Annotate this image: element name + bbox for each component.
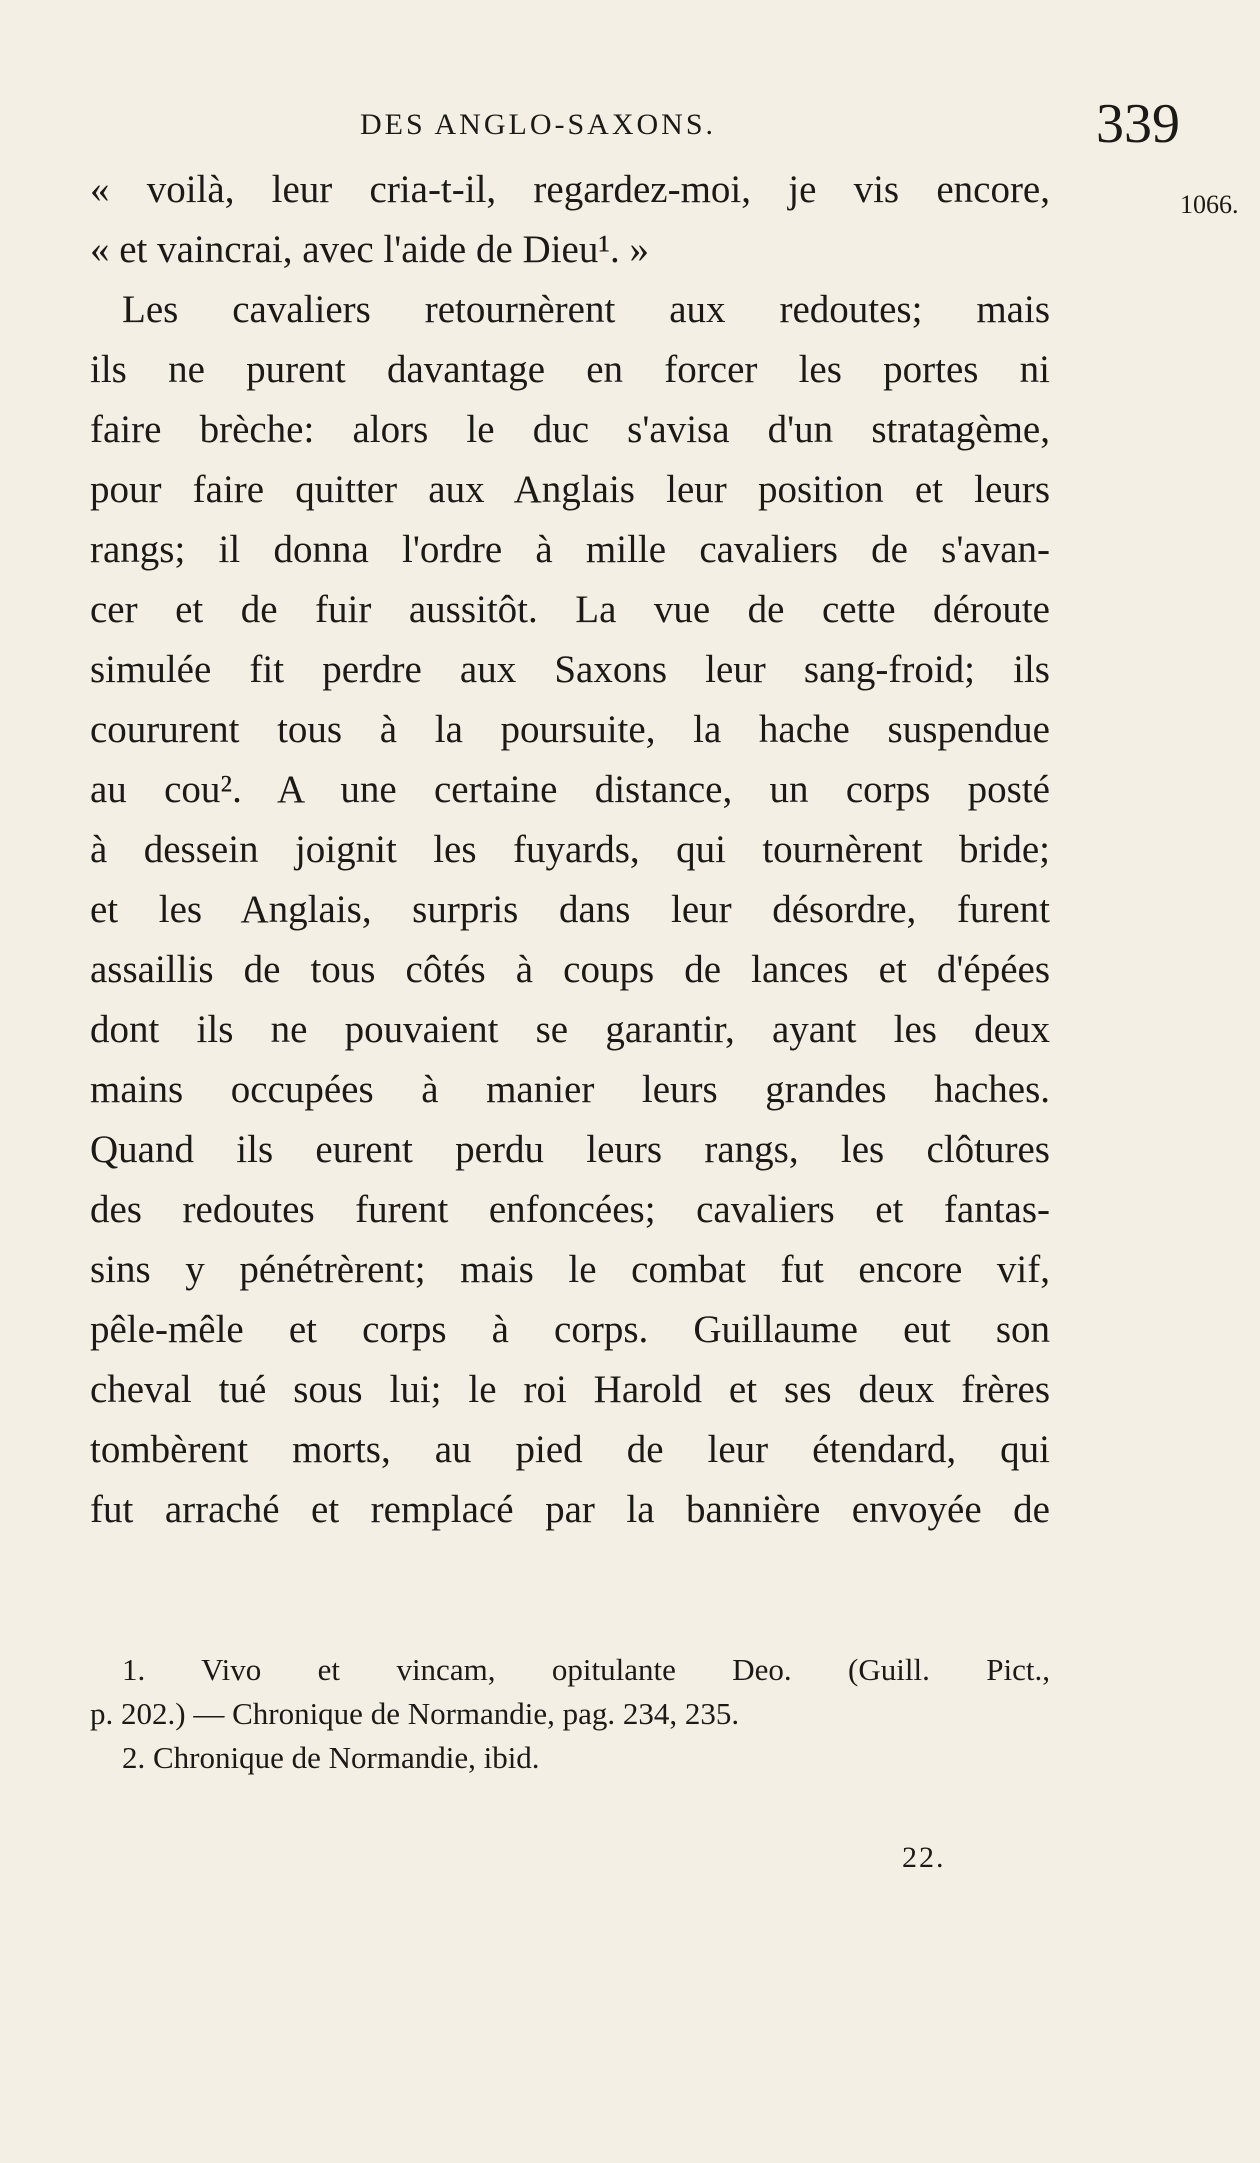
footnote-line: 2. Chronique de Normandie, ibid.: [122, 1740, 540, 1775]
text-line: rangs; il donna l'ordre à mille cavaliers de s'avan-: [90, 528, 1050, 571]
footnote-line: 1. Vivo et vincam, opitulante Deo. (Guill. Pict.,: [122, 1652, 1050, 1687]
text-line: pêle-mêle et corps à corps. Guillaume eut son: [90, 1308, 1050, 1351]
text-line: Les cavaliers retournèrent aux redoutes; mais: [122, 288, 1050, 331]
footnotes: [90, 1648, 1050, 1780]
text-line: fut arraché et remplacé par la bannière envoyée de: [90, 1488, 1050, 1531]
text-line: assaillis de tous côtés à coups de lances et d'épées: [90, 948, 1050, 991]
page-header: [360, 92, 1180, 155]
text-line: ils ne purent davantage en forcer les portes ni: [90, 348, 1050, 391]
text-line: des redoutes furent enfoncées; cavaliers et fantas-: [90, 1188, 1050, 1231]
page-number: 339: [1096, 93, 1180, 155]
footnote-line: p. 202.) — Chronique de Normandie, pag. 234, 235.: [90, 1696, 740, 1731]
text-line: sins y pénétrèrent; mais le combat fut encore vif,: [90, 1248, 1050, 1291]
text-line: mains occupées à manier leurs grandes haches.: [90, 1068, 1050, 1111]
text-line: simulée fit perdre aux Saxons leur sang-froid; ils: [90, 648, 1050, 691]
text-line: coururent tous à la poursuite, la hache suspendue: [90, 708, 1050, 751]
text-line: au cou². A une certaine distance, un corps posté: [90, 768, 1050, 811]
text-line: pour faire quitter aux Anglais leur position et leurs: [90, 468, 1050, 511]
text-line: à dessein joignit les fuyards, qui tournèrent bride;: [90, 828, 1050, 871]
body-text: [90, 160, 1050, 1540]
text-line: Quand ils eurent perdu leurs rangs, les clôtures: [90, 1128, 1050, 1171]
running-title: DES ANGLO-SAXONS.: [360, 108, 717, 141]
text-line: « et vaincrai, avec l'aide de Dieu¹. »: [90, 228, 650, 271]
text-line: cheval tué sous lui; le roi Harold et ses deux frères: [90, 1368, 1050, 1411]
text-line: et les Anglais, surpris dans leur désordre, furent: [90, 888, 1050, 931]
text-line: « voilà, leur cria-t-il, regardez-moi, je vis encore,: [90, 168, 1050, 211]
text-line: tombèrent morts, au pied de leur étendard, qui: [90, 1428, 1050, 1471]
text-line: dont ils ne pouvaient se garantir, ayant les deux: [90, 1008, 1050, 1051]
text-line: cer et de fuir aussitôt. La vue de cette déroute: [90, 588, 1050, 631]
signature-mark: 22.: [902, 1841, 946, 1874]
text-line: faire brèche: alors le duc s'avisa d'un stratagème,: [90, 408, 1050, 451]
margin-year-note: 1066.: [1180, 190, 1239, 219]
